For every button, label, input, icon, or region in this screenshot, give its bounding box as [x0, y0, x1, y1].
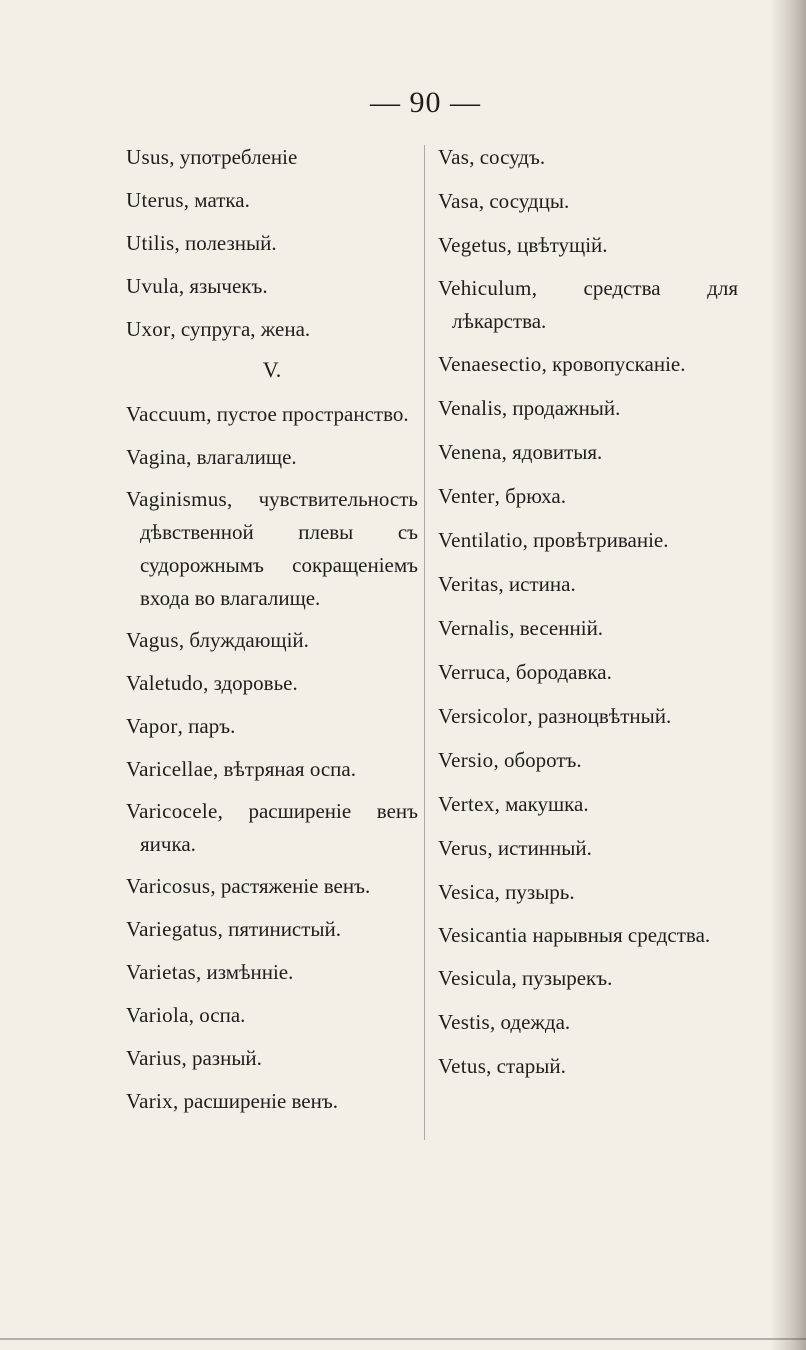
- dictionary-entry: Vaginismus, чувствительность дѣвственной плевы съ судорожнымъ сокращеніемъ входа во влагалище.: [126, 487, 418, 610]
- russian-translation: оборотъ.: [503, 748, 582, 772]
- dictionary-entry: Varicellae, вѣтряная оспа.: [126, 757, 356, 781]
- dictionary-entry: Uvula, язычекъ.: [126, 274, 268, 298]
- dictionary-entry: Vagina, влагалище.: [126, 445, 297, 469]
- latin-term: Varius: [126, 1046, 182, 1070]
- russian-translation: брюха.: [505, 484, 566, 508]
- russian-translation: расширеніе венъ.: [183, 1089, 338, 1113]
- latin-term: Uxor: [126, 317, 171, 341]
- dictionary-entry: Vernalis, весенній.: [438, 616, 604, 640]
- russian-translation: одежда.: [500, 1010, 571, 1034]
- section-heading: V.: [262, 357, 282, 382]
- latin-term: Variegatus: [126, 917, 218, 941]
- dictionary-entry: Vasa, сосудцы.: [438, 189, 570, 213]
- dictionary-entry: Vesica, пузырь.: [438, 880, 575, 904]
- latin-term: Ventilatio: [438, 528, 523, 552]
- latin-term: Venalis: [438, 396, 502, 420]
- latin-term: Vestis: [438, 1010, 490, 1034]
- dictionary-entry: [438, 919, 738, 952]
- dictionary-entry: Vetus, старый.: [438, 1054, 566, 1078]
- latin-term: Vagus: [126, 628, 179, 652]
- russian-translation: расширеніе венъ яичка.: [140, 799, 418, 856]
- page-number: — 90 —: [370, 86, 481, 119]
- russian-translation: пузырекъ.: [522, 966, 613, 990]
- russian-translation: паръ.: [188, 714, 236, 738]
- dictionary-entry: Venter, брюха.: [438, 484, 566, 508]
- dictionary-entry: Variola, оспа.: [126, 1003, 246, 1027]
- latin-term: Uterus: [126, 188, 184, 212]
- latin-term: Vas: [438, 145, 470, 169]
- russian-translation: вѣтряная оспа.: [223, 757, 356, 781]
- russian-translation: полезный.: [184, 231, 277, 255]
- dictionary-entry: Varicocele, расширеніе венъ яичка.: [126, 799, 418, 856]
- latin-term: Venter: [438, 484, 495, 508]
- dictionary-entry: Venena, ядовитыя.: [438, 440, 603, 464]
- dictionary-entry: Ventilatio, провѣтриваніе.: [438, 528, 669, 552]
- latin-term: Vapor: [126, 714, 178, 738]
- latin-term: Verruca: [438, 660, 506, 684]
- dictionary-entry: Varietas, измѣнніе.: [126, 960, 294, 984]
- dictionary-entry: Variegatus, пятинистый.: [126, 917, 342, 941]
- dictionary-entry: Vehiculum, средства для лѣкарства.: [438, 276, 738, 333]
- russian-translation: разный.: [191, 1046, 262, 1070]
- latin-term: Varicellae: [126, 757, 213, 781]
- russian-translation: влагалище.: [196, 445, 297, 469]
- latin-term: Vehiculum: [438, 276, 532, 300]
- russian-translation: макушка.: [505, 792, 589, 816]
- latin-term: Verus: [438, 836, 488, 860]
- dictionary-entry: Verruca, бородавка.: [438, 660, 612, 684]
- dictionary-entry: Vestis, одежда.: [438, 1010, 571, 1034]
- latin-term: Vaginismus: [126, 487, 228, 511]
- latin-term: Varietas: [126, 960, 197, 984]
- latin-term: Vegetus: [438, 233, 507, 257]
- russian-translation: цвѣтущій.: [517, 233, 608, 257]
- russian-translation: старый.: [496, 1054, 566, 1078]
- russian-translation: пятинистый.: [228, 917, 342, 941]
- russian-translation: сосудъ.: [479, 145, 546, 169]
- latin-term: Venaesectio: [438, 352, 542, 376]
- dictionary-entry: Vertex, макушка.: [438, 792, 589, 816]
- latin-term: Varicocele: [126, 799, 218, 823]
- russian-translation: оспа.: [199, 1003, 246, 1027]
- latin-term: Versio: [438, 748, 494, 772]
- latin-term: Vagina: [126, 445, 187, 469]
- russian-translation: растяженіе венъ.: [220, 874, 371, 898]
- russian-translation: средства для лѣкарства.: [452, 276, 738, 333]
- russian-translation: истина.: [508, 572, 576, 596]
- russian-translation: провѣтриваніе.: [533, 528, 669, 552]
- dictionary-entry: Venaesectio, кровопусканіе.: [438, 352, 686, 376]
- russian-translation: употребленіе: [179, 145, 298, 169]
- latin-term: Varicosus: [126, 874, 211, 898]
- russian-translation: чувствительность дѣвственной плевы съ судорожнымъ сокращеніемъ входа во влагалище.: [140, 487, 418, 610]
- right-column: [438, 140, 738, 1093]
- left-column: [126, 140, 418, 1127]
- dictionary-entry: Vas, сосудъ.: [438, 145, 546, 169]
- latin-term: Vaccuum: [126, 402, 207, 426]
- page-bottom-edge: [0, 1338, 806, 1340]
- dictionary-entry: Verus, истинный.: [438, 836, 592, 860]
- russian-translation: кровопусканіе.: [552, 352, 686, 376]
- dictionary-entry: Vagus, блуждающій.: [126, 628, 309, 652]
- russian-translation: матка.: [194, 188, 250, 212]
- latin-term: Valetudo: [126, 671, 204, 695]
- latin-term: Variola: [126, 1003, 189, 1027]
- latin-term: Vasa: [438, 189, 479, 213]
- latin-term: Vertex: [438, 792, 495, 816]
- dictionary-entry: Vapor, паръ.: [126, 714, 236, 738]
- dictionary-entry: Uxor, супруга, жена.: [126, 317, 311, 341]
- latin-term: Varix: [126, 1089, 173, 1113]
- dictionary-entry: Usus, употребленіе: [126, 145, 298, 169]
- dictionary-entry: Uterus, матка.: [126, 188, 250, 212]
- latin-term: Utilis: [126, 231, 175, 255]
- dictionary-entry: Versio, оборотъ.: [438, 748, 582, 772]
- dictionary-entry: Venalis, продажный.: [438, 396, 621, 420]
- dictionary-entry: Valetudo, здоровье.: [126, 671, 298, 695]
- russian-translation: истинный.: [497, 836, 592, 860]
- russian-translation: ядовитыя.: [512, 440, 603, 464]
- dictionary-entry: Versicolor, разноцвѣтный.: [438, 704, 672, 728]
- russian-translation: пузырь.: [505, 880, 575, 904]
- column-divider: [424, 145, 425, 1140]
- russian-translation: измѣнніе.: [206, 960, 294, 984]
- latin-term: Usus: [126, 145, 170, 169]
- dictionary-entry: Vaccuum, пустое пространство.: [126, 402, 409, 426]
- latin-term: Venena: [438, 440, 502, 464]
- russian-translation: сосудцы.: [489, 189, 570, 213]
- russian-translation: супруга, жена.: [180, 317, 311, 341]
- latin-term: Versicolor: [438, 704, 528, 728]
- dictionary-entry: Vegetus, цвѣтущій.: [438, 233, 608, 257]
- russian-translation: бородавка.: [515, 660, 612, 684]
- latin-term: Uvula: [126, 274, 179, 298]
- dictionary-entry: Varicosus, растяженіе венъ.: [126, 874, 371, 898]
- latin-term: Vesicula: [438, 966, 512, 990]
- latin-term: Vernalis: [438, 616, 510, 640]
- russian-translation: здоровье.: [213, 671, 298, 695]
- dictionary-entry: Vesicula, пузырекъ.: [438, 966, 613, 990]
- dictionary-entry: Varix, расширеніе венъ.: [126, 1089, 338, 1113]
- latin-term: Vetus: [438, 1054, 487, 1078]
- russian-translation: нарывныя средства.: [532, 923, 711, 947]
- dictionary-entry: Varius, разный.: [126, 1046, 262, 1070]
- russian-translation: весенній.: [519, 616, 604, 640]
- russian-translation: продажный.: [512, 396, 621, 420]
- russian-translation: разноцвѣтный.: [537, 704, 672, 728]
- latin-term: Vesica: [438, 880, 495, 904]
- russian-translation: блуждающій.: [189, 628, 309, 652]
- russian-translation: язычекъ.: [189, 274, 268, 298]
- latin-term: Veritas: [438, 572, 499, 596]
- dictionary-entry: Utilis, полезный.: [126, 231, 277, 255]
- dictionary-entry: Veritas, истина.: [438, 572, 576, 596]
- russian-translation: пустое пространство.: [216, 402, 409, 426]
- latin-term: Vesicantia: [438, 923, 528, 947]
